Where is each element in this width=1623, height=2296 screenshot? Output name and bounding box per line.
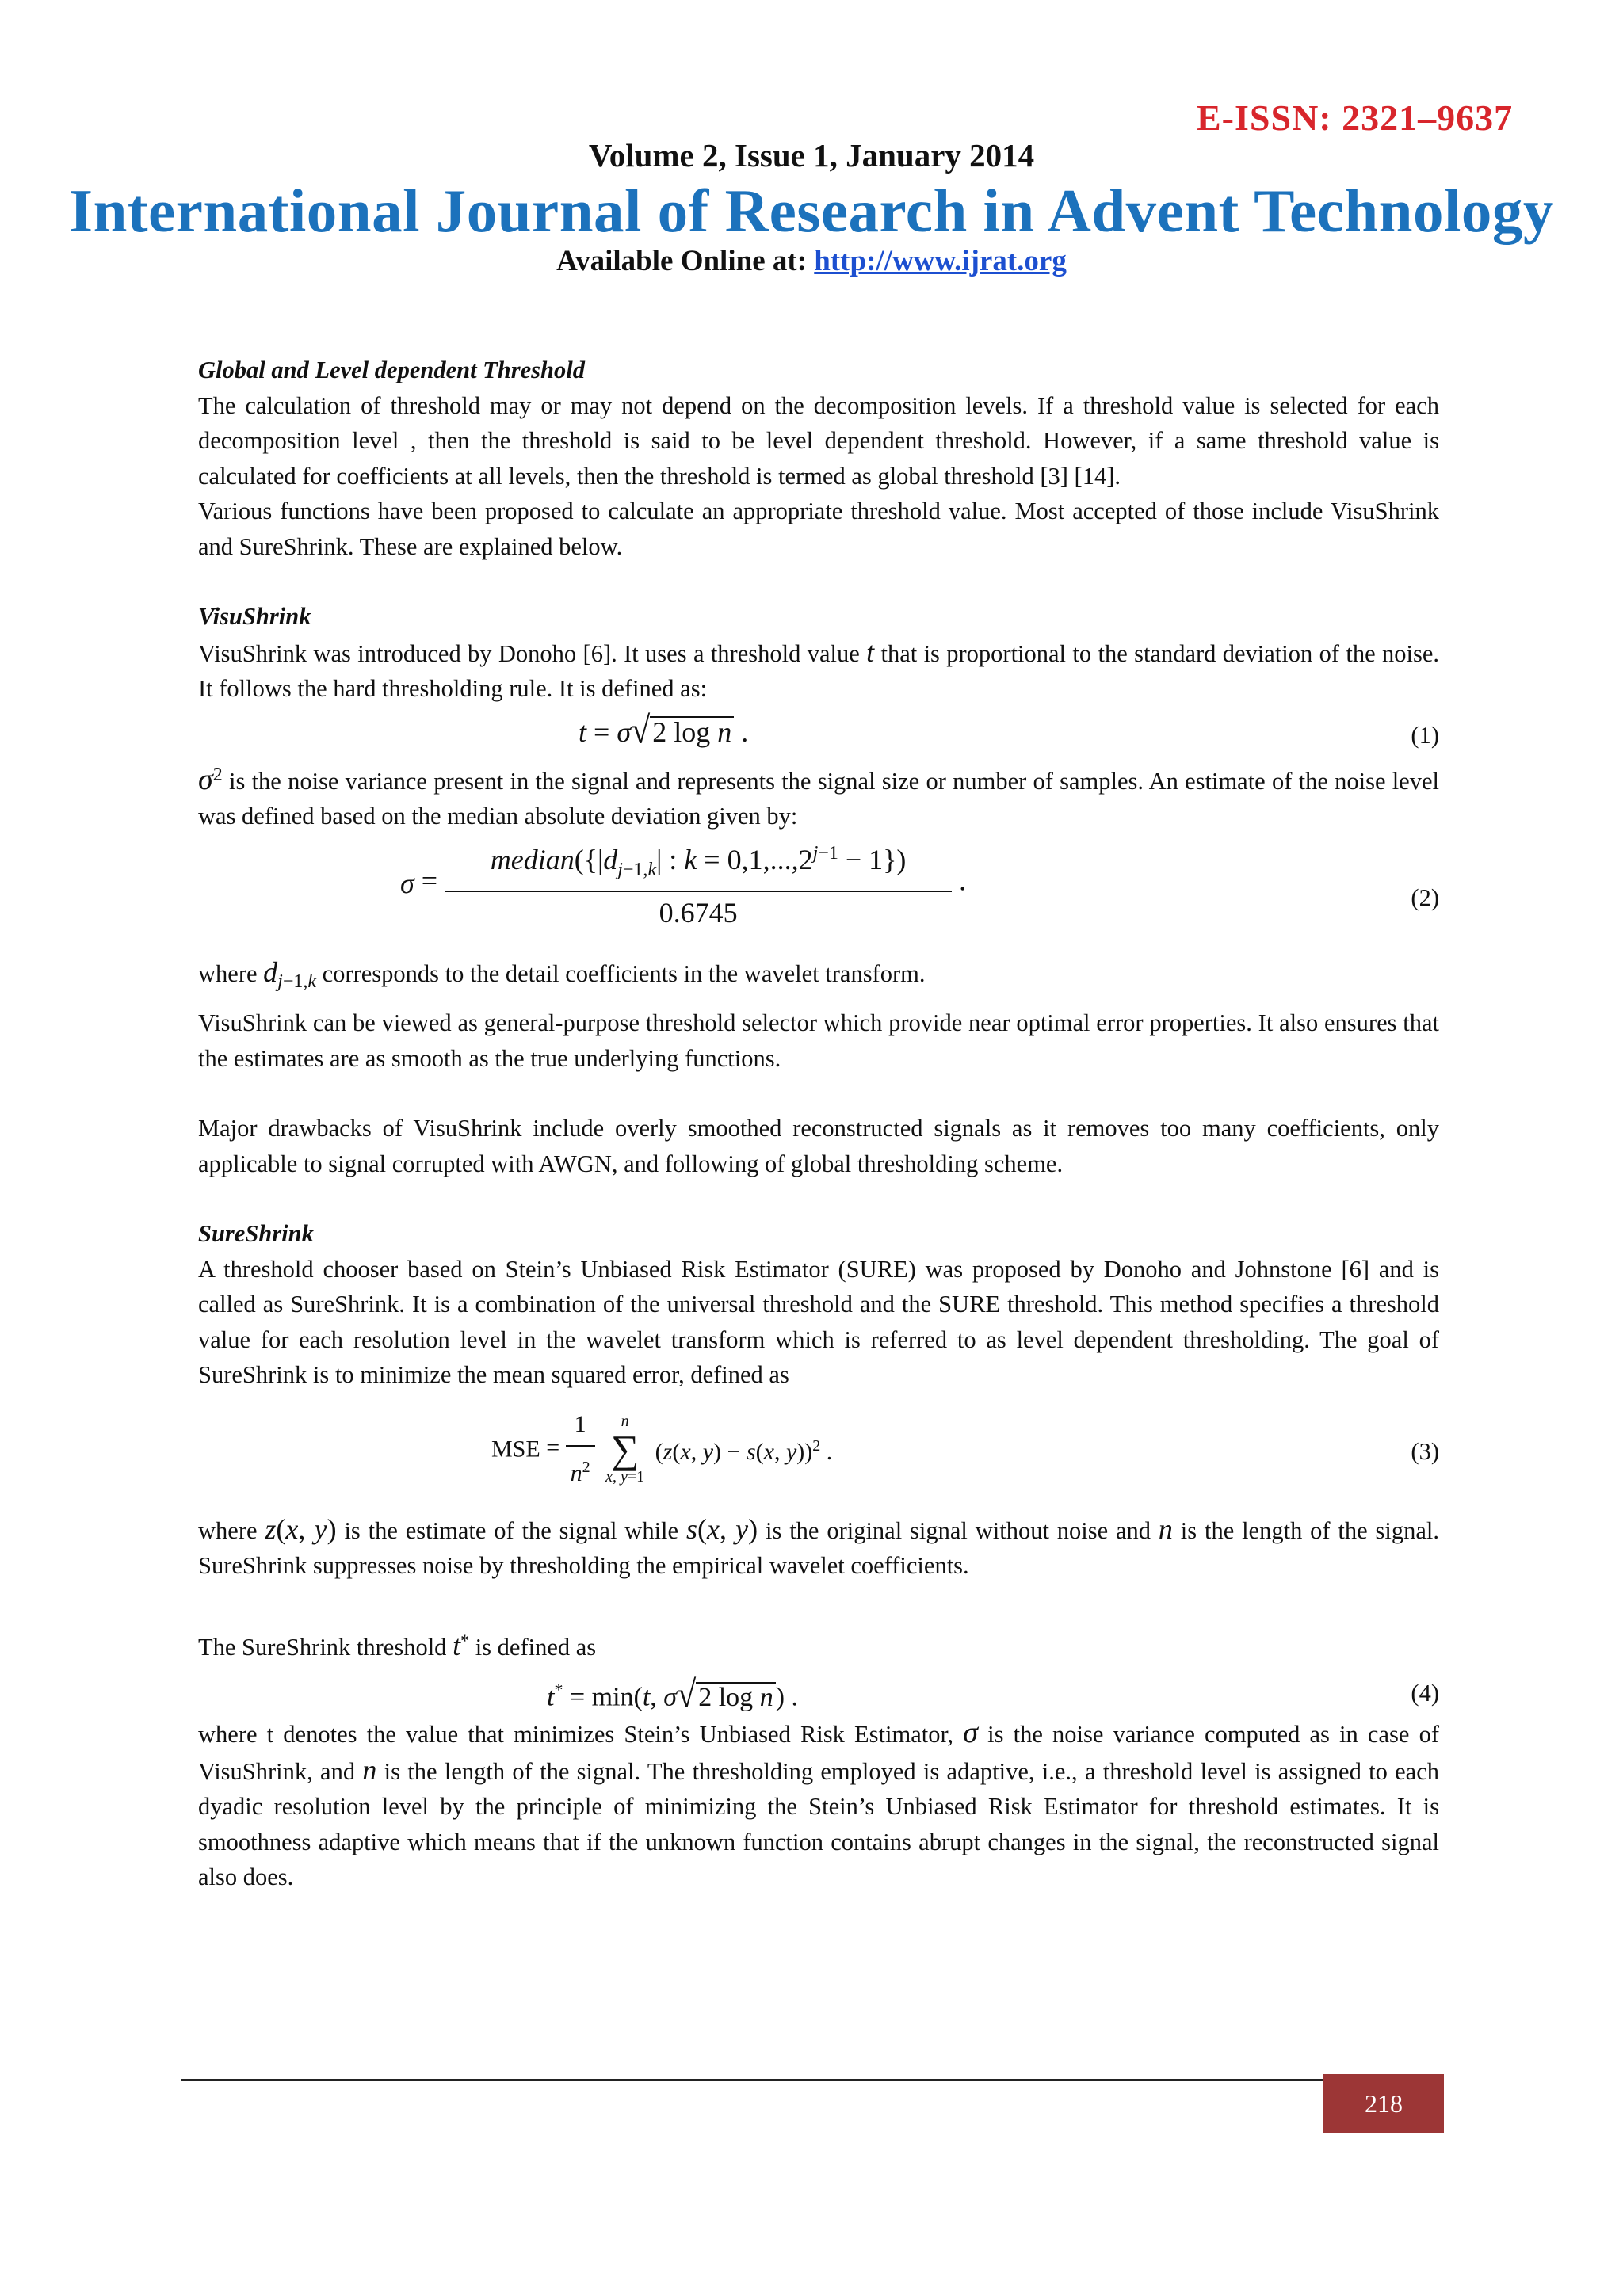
article-body bbox=[198, 353, 1439, 1895]
equation-4-number: (4) bbox=[1411, 1680, 1439, 1707]
issn-label: E-ISSN: 2321–9637 bbox=[1197, 97, 1514, 138]
equation-3-number: (3) bbox=[1411, 1437, 1439, 1465]
sure-paragraph-2: where z(x, y) is the estimate of the signal while s(x, y) is the original signal without noise and n is the length of the signal. SureShrink suppresses noise by thresholding the empirical wavelet coefficients. bbox=[198, 1512, 1440, 1580]
visu-paragraph-2: $\sigma^2$ is the noise variance present in the signal and represents the signal size or number of samples. An estimate of the noise level was defined based on the median absolute deviation given by: bbox=[198, 762, 1439, 830]
heading-visushrink: VisuShrink bbox=[198, 603, 311, 630]
equation-2-number: (2) bbox=[1411, 883, 1439, 911]
available-label: Available Online at: bbox=[556, 245, 815, 277]
volume-issue: Volume 2, Issue 1, January 2014 bbox=[588, 137, 1035, 174]
heading-sureshrink: SureShrink bbox=[198, 1220, 314, 1248]
journal-title: International Journal of Research in Advent Technology bbox=[69, 177, 1554, 245]
visu-paragraph-3: VisuShrink can be viewed as general-purpose threshold selector which provide near optimal error properties. It also ensures that the estimates are as smooth as the true underlying functions. bbox=[198, 1009, 1439, 1072]
global-paragraph-2: Various functions have been proposed to calculate an appropriate threshold value. Most accepted of those include VisuShrink and SureShrink. These are explained below. bbox=[198, 498, 1439, 560]
page-number: 218 bbox=[1323, 2074, 1444, 2133]
global-paragraph-1: The calculation of threshold may or may not depend on the decomposition levels. If a threshold value is selected for each decomposition level , then the threshold is said to be level dependent threshold. However, if a same threshold value is calculated for coefficients at all levels, then the threshold is termed as global threshold [3] [14]. bbox=[198, 391, 1439, 490]
footer-rule bbox=[181, 2079, 1404, 2081]
equation-1: t = σ√2 log n . (1) bbox=[198, 707, 1439, 757]
journal-url-link[interactable]: http://www.ijrat.org bbox=[814, 245, 1067, 277]
sure-paragraph-4: where t denotes the value that minimizes Stein’s Unbiased Risk Estimator, σ is the noise variance computed as in case of VisuShrink, and n is the length of the signal. The thresholding employed is adaptive, i.e., a threshold level is assigned to each dyadic resolution level by the principle of minimizing the Stein’s Unbiased Risk Estimator for threshold estimates. It is smoothness adaptive which means that if the unknown function contains abrupt changes in the signal, the reconstructed signal also does. bbox=[198, 1716, 1439, 1891]
sure-paragraph-3: The SureShrink threshold t* is defined as bbox=[198, 1629, 597, 1661]
equation-2: σ = $\frac{median(\{|d_{j-1,k}| : k = 0,1,...,2^{j-1} - 1\})}{0.6745}$ . (2) bbox=[198, 834, 1439, 955]
visu-paragraph-1: VisuShrink was introduced by Donoho [6]. It uses a threshold value t that is proportional to the standard deviation of the noise. It follows the hard thresholding rule. It is defined as: bbox=[198, 635, 1439, 702]
heading-global-threshold: Global and Level dependent Threshold bbox=[198, 357, 585, 383]
visu-paragraph-4: Major drawbacks of VisuShrink include overly smoothed reconstructed signals as it removes too many coefficients, only applicable to signal corrupted with AWGN, and following of global thresholding scheme. bbox=[198, 1115, 1439, 1177]
visu-where: where $d_{j-1,k}$ corresponds to the detail coefficients in the wavelet transform. bbox=[198, 955, 926, 992]
equation-1-number: (1) bbox=[1411, 721, 1439, 749]
available-online bbox=[0, 244, 1623, 278]
equation-3: MSE = $\frac{1}{n^2}$ n ∑ x, y=1 (z(x, y) − s(x, y))$^2$ . (3) bbox=[198, 1393, 1439, 1512]
equation-4: t* = min(t, σ√2 log n) . (4) bbox=[547, 1672, 1439, 1716]
sure-paragraph-1: A threshold chooser based on Stein’s Unbiased Risk Estimator (SURE) was proposed by Donoho and Johnstone [6] and is called as SureShrink. It is a combination of the universal threshold and the SURE threshold. This method specifies a threshold value for each resolution level in the wavelet transform which is referred to as level dependent thresholding. The goal of SureShrink is to minimize the mean squared error, defined as bbox=[198, 1255, 1439, 1389]
equation-2-denominator: 0.6745 bbox=[445, 891, 952, 931]
